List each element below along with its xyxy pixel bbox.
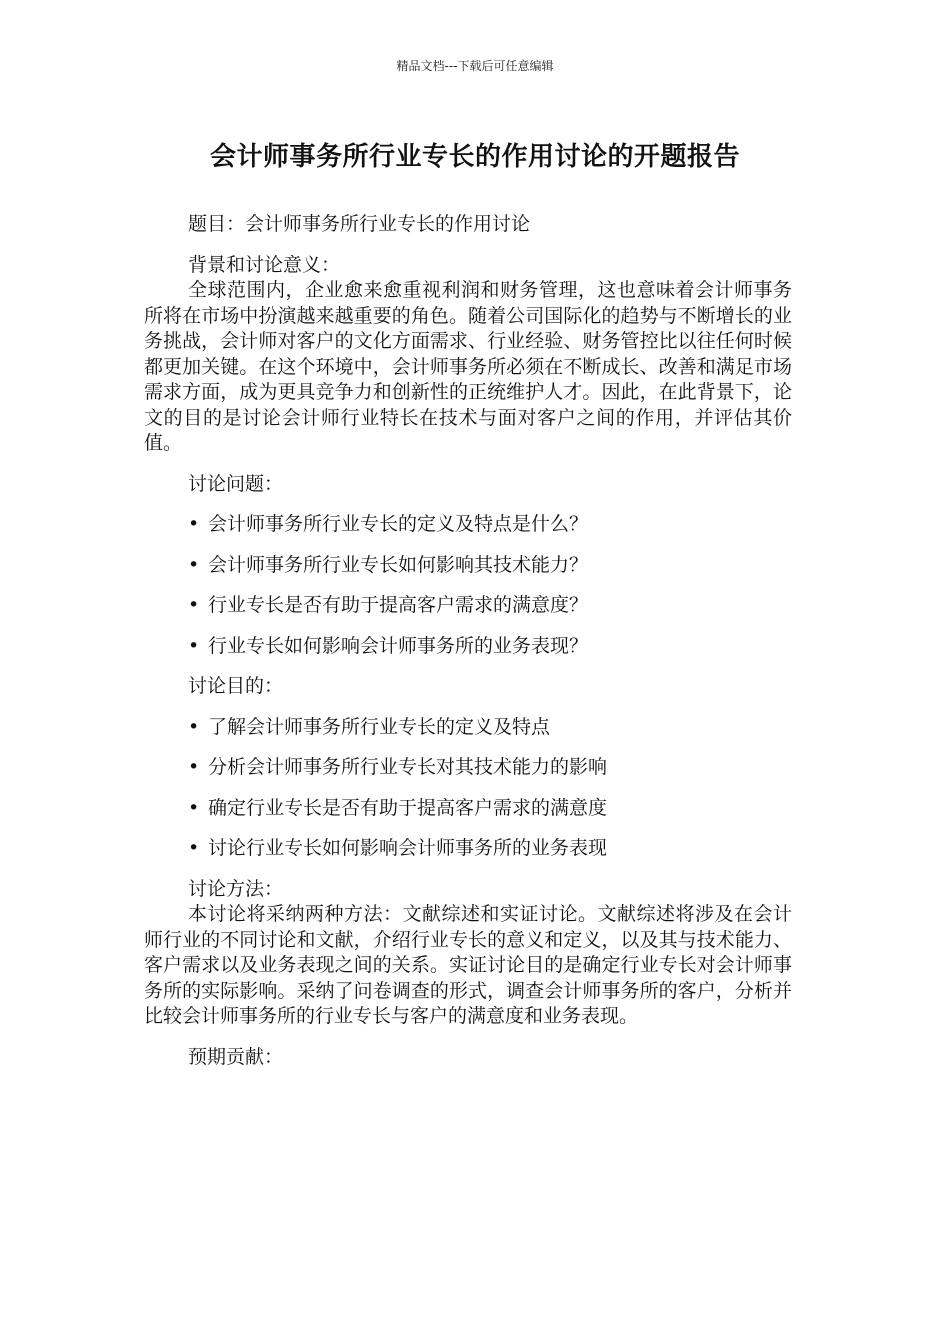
document-title: 会计师事务所行业专长的作用讨论的开题报告	[209, 142, 740, 172]
objectives-heading: 讨论目的：	[188, 675, 284, 697]
bullet-icon: •	[188, 553, 200, 576]
list-item	[144, 836, 792, 862]
background-heading: 背景和讨论意义：	[188, 253, 341, 276]
background-paragraph: 全球范围内，企业愈来愈重视利润和财务管理，这也意味着会计师事务所将在市场中扮演越来越重要的角色。随着公司国际化的趋势与不断增长的业务挑战，会计师对客户的文化方面需求、行业经验、财务管控比以往任何时候都更加关键。在这个环境中，会计师事务所必须在不断成长、改善和满足市场需求方面，成为更具竞争力和创新性的正统维护人才。因此，在此背景下，论文的目的是讨论会计师行业特长在技术与面对客户之间的作用，并评估其价值。	[144, 279, 792, 454]
contribution-heading: 预期贡献：	[188, 1045, 284, 1068]
bullet-icon: •	[188, 837, 200, 859]
bullet-icon: •	[188, 796, 200, 819]
objectives-list	[144, 715, 792, 862]
bullet-icon: •	[188, 715, 200, 738]
page-header-watermark: 精品文档---下载后可任意编辑	[396, 59, 554, 73]
objective-text: 确定行业专长是否有助于提高客户需求的满意度	[208, 796, 608, 819]
topic-line: 题目：会计师事务所行业专长的作用讨论	[188, 213, 531, 235]
list-item	[144, 755, 792, 781]
question-text: 行业专长是否有助于提高客户需求的满意度？	[208, 594, 589, 616]
list-item	[144, 715, 792, 741]
questions-heading: 讨论问题：	[188, 472, 284, 495]
bullet-icon: •	[188, 756, 200, 778]
methods-paragraph: 本讨论将采纳两种方法：文献综述和实证讨论。文献综述将涉及在会计师行业的不同讨论和文献，介绍行业专长的意义和定义，以及其与技术能力、客户需求以及业务表现之间的关系。实证讨论目的是确定行业专长对会计师事务所的实际影响。采纳了问卷调查的形式，调查会计师事务所的客户，分析并比较会计师事务所的行业专长与客户的满意度和业务表现。	[144, 903, 792, 1027]
objective-text: 了解会计师事务所行业专长的定义及特点	[208, 715, 551, 738]
objective-text: 讨论行业专长如何影响会计师事务所的业务表现	[208, 837, 608, 859]
question-text: 行业专长如何影响会计师事务所的业务表现？	[208, 634, 589, 657]
question-text: 会计师事务所行业专长如何影响其技术能力？	[208, 553, 589, 576]
question-text: 会计师事务所行业专长的定义及特点是什么？	[208, 513, 589, 535]
questions-list	[144, 512, 792, 659]
bullet-icon: •	[188, 634, 200, 657]
list-item	[144, 634, 792, 660]
document-body	[144, 212, 792, 1070]
list-item	[144, 593, 792, 619]
objective-text: 分析会计师事务所行业专长对其技术能力的影响	[208, 756, 608, 778]
bullet-icon: •	[188, 513, 200, 535]
list-item	[144, 512, 792, 538]
methods-heading: 讨论方法：	[188, 877, 284, 900]
bullet-icon: •	[188, 594, 200, 616]
list-item	[144, 553, 792, 579]
list-item	[144, 796, 792, 822]
